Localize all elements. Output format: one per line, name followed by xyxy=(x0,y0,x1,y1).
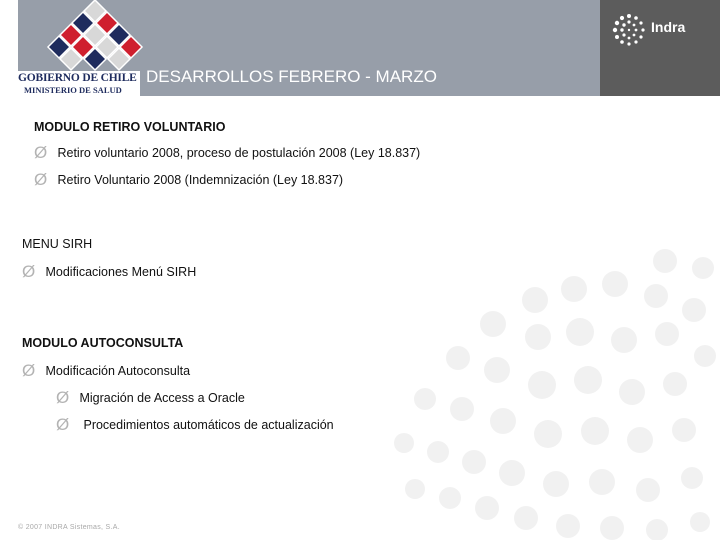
sub-list-item xyxy=(56,388,245,408)
indra-globe-icon xyxy=(610,11,648,49)
sub-list-item xyxy=(56,415,334,435)
logo-line-1: GOBIERNO DE CHILE xyxy=(18,72,137,84)
list-item xyxy=(22,262,196,282)
ministry-logo-text xyxy=(18,71,140,97)
list-item xyxy=(22,361,190,381)
sub-list-item-text: Migración de Access a Oracle xyxy=(79,391,245,405)
slide-title: DESARROLLOS FEBRERO - MARZO xyxy=(146,67,437,86)
arrow-bullet-icon: Ø xyxy=(56,415,70,434)
arrow-bullet-icon: Ø xyxy=(56,388,70,407)
section-heading-autoconsulta: MODULO AUTOCONSULTA xyxy=(22,336,184,350)
list-item-text: Retiro Voluntario 2008 (Indemnización (Ley 18.837) xyxy=(57,173,344,187)
ministry-logo-icon xyxy=(40,0,150,72)
arrow-bullet-icon: Ø xyxy=(22,262,36,281)
list-item xyxy=(34,170,343,190)
brand-box xyxy=(600,0,720,96)
sub-list-item-text: Procedimientos automáticos de actualización xyxy=(83,418,334,432)
list-item-text: Retiro voluntario 2008, proceso de postulación 2008 (Ley 18.837) xyxy=(57,146,421,160)
logo-line-2: MINISTERIO DE SALUD xyxy=(24,85,122,95)
indra-brand-name: Indra xyxy=(651,19,686,35)
section-heading-retiro: MODULO RETIRO VOLUNTARIO xyxy=(34,120,226,134)
arrow-bullet-icon: Ø xyxy=(22,361,36,380)
list-item-text: Modificación Autoconsulta xyxy=(45,364,191,378)
list-item xyxy=(34,143,420,163)
title-banner xyxy=(18,0,600,96)
arrow-bullet-icon: Ø xyxy=(34,170,48,189)
list-item-text: Modificaciones Menú SIRH xyxy=(45,265,197,279)
section-heading-menu: MENU SIRH xyxy=(22,237,93,251)
copyright-footer: © 2007 INDRA Sistemas, S.A. xyxy=(18,524,120,531)
arrow-bullet-icon: Ø xyxy=(34,143,48,162)
